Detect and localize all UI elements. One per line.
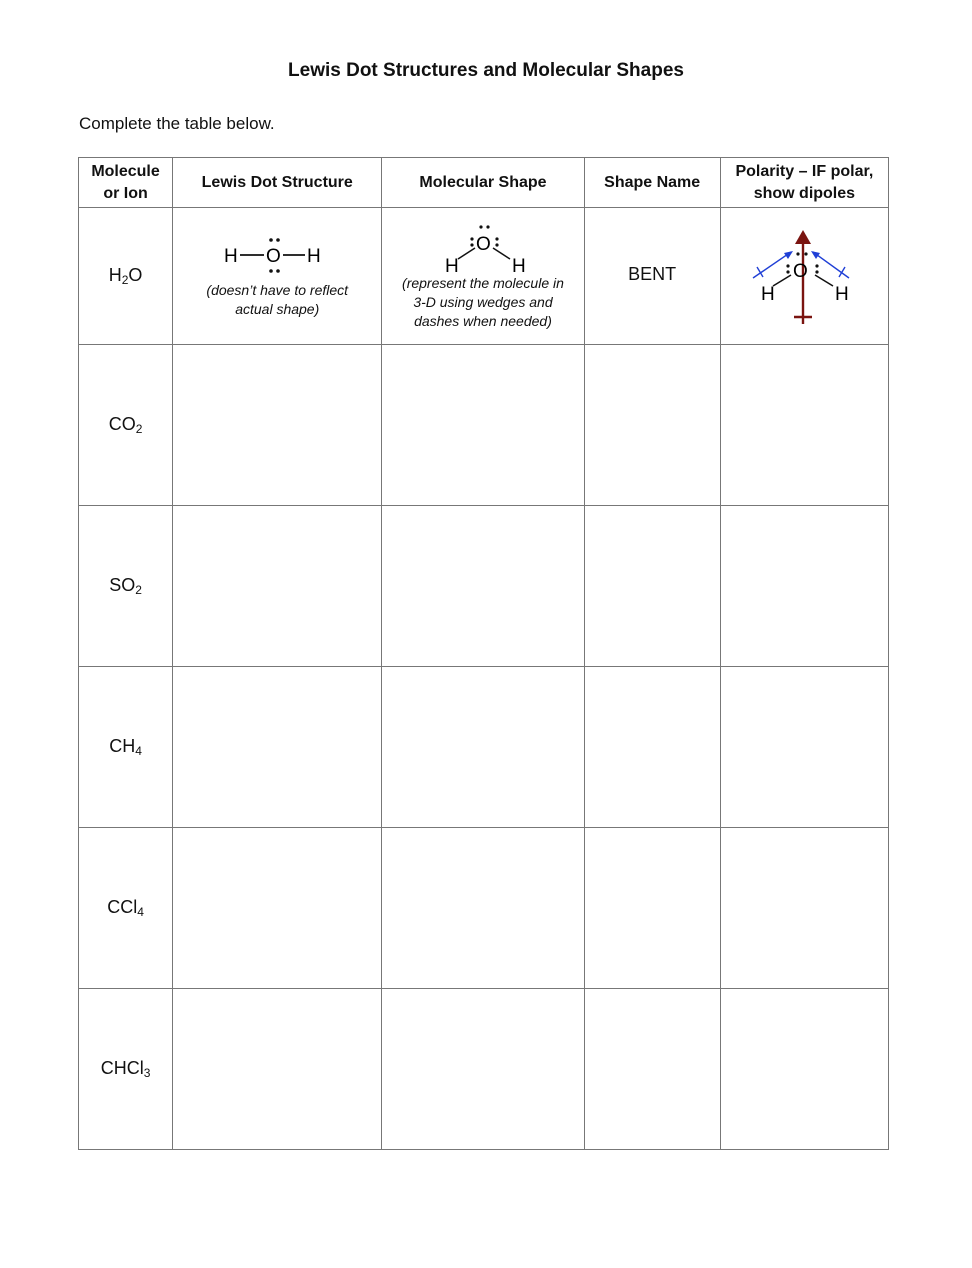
lone-pair-dot — [787, 270, 790, 273]
lone-pair-dot — [269, 269, 273, 273]
polarity-o: O — [793, 261, 809, 282]
page-title: Lewis Dot Structures and Molecular Shapes — [288, 60, 684, 81]
shape-name-answer-cell[interactable] — [584, 667, 720, 828]
molecule-cell — [79, 345, 173, 506]
lewis-h-right: H — [307, 246, 321, 267]
formula: $CH_4$ — [109, 736, 142, 758]
shape-answer-cell[interactable] — [382, 989, 584, 1150]
table-row — [79, 506, 889, 667]
lone-pair-dot — [479, 225, 482, 228]
polarity-h-right: H — [835, 284, 850, 305]
shape-h-left: H — [444, 255, 459, 274]
polarity-answer-cell[interactable] — [720, 828, 888, 989]
shape-answer-cell[interactable] — [382, 506, 584, 667]
table-row — [79, 667, 889, 828]
bond-dipole-arrow-left — [753, 252, 791, 278]
molecule-cell — [79, 506, 173, 667]
example-shape-cell — [382, 208, 584, 345]
bond-line — [493, 248, 510, 259]
bond-dipole-arrowhead-left — [784, 251, 793, 259]
shape-answer-cell[interactable] — [382, 667, 584, 828]
formula: $CO_2$ — [108, 414, 143, 436]
formula: $H_2O$ — [108, 265, 143, 287]
shape-note: (represent the molecule in 3-D using wedges and dashes when needed) — [402, 274, 564, 329]
shape-h-right: H — [511, 255, 526, 274]
header-shape: Molecular Shape — [382, 158, 584, 208]
lone-pair-dot — [276, 269, 280, 273]
header-row — [79, 158, 889, 208]
header-lewis: Lewis Dot Structure — [173, 158, 382, 208]
header-polarity: Polarity – IF polar, show dipoles — [720, 158, 888, 208]
polarity-answer-cell[interactable] — [720, 667, 888, 828]
lone-pair-dot — [276, 238, 280, 242]
molecule-cell — [79, 828, 173, 989]
lewis-answer-cell[interactable] — [173, 989, 382, 1150]
shape-name-answer-cell[interactable] — [584, 345, 720, 506]
lone-pair-dot — [269, 238, 273, 242]
polarity-diagram — [739, 224, 869, 328]
example-polarity-cell — [720, 208, 888, 345]
bond-line — [815, 275, 833, 286]
polarity-h-left: H — [761, 284, 776, 305]
lone-pair-dot — [787, 264, 790, 267]
instructions: Complete the table below. — [79, 114, 275, 133]
lone-pair-dot — [495, 243, 498, 246]
polarity-answer-cell[interactable] — [720, 989, 888, 1150]
shape-answer-cell[interactable] — [382, 345, 584, 506]
example-row — [79, 208, 889, 345]
lone-pair-dot — [470, 237, 473, 240]
lewis-o: O — [266, 246, 282, 267]
net-dipole-arrowhead — [795, 230, 811, 244]
formula: $SO_2$ — [109, 575, 142, 597]
polarity-answer-cell[interactable] — [720, 345, 888, 506]
bond-line — [773, 275, 791, 286]
shape-name-answer-cell[interactable] — [584, 989, 720, 1150]
lone-pair-dot — [816, 264, 819, 267]
example-shape-name-cell — [584, 208, 720, 345]
lewis-structure-diagram — [202, 233, 352, 277]
bond-dipole-arrow-right — [813, 252, 849, 278]
lone-pair-dot — [495, 237, 498, 240]
table-row — [79, 989, 889, 1150]
lewis-h-left: H — [224, 246, 238, 267]
header-shape-name: Shape Name — [584, 158, 720, 208]
table-row — [79, 345, 889, 506]
header-molecule: Molecule or Ion — [79, 158, 173, 208]
molecular-shape-diagram — [418, 222, 548, 274]
lewis-answer-cell[interactable] — [173, 345, 382, 506]
molecule-cell — [79, 989, 173, 1150]
shape-answer-cell[interactable] — [382, 828, 584, 989]
bond-line — [458, 248, 475, 259]
lewis-answer-cell[interactable] — [173, 828, 382, 989]
lone-pair-dot — [805, 252, 808, 255]
lewis-answer-cell[interactable] — [173, 667, 382, 828]
formula: CCl$_4$ — [107, 897, 144, 919]
polarity-answer-cell[interactable] — [720, 506, 888, 667]
example-lewis-cell — [173, 208, 382, 345]
lone-pair-dot — [797, 252, 800, 255]
lewis-answer-cell[interactable] — [173, 506, 382, 667]
shape-name-value: BENT — [628, 263, 677, 284]
table-row — [79, 828, 889, 989]
shape-name-answer-cell[interactable] — [584, 506, 720, 667]
bond-dipole-arrowhead-right — [811, 251, 820, 259]
worksheet-table — [78, 157, 889, 1150]
lone-pair-dot — [486, 225, 489, 228]
example-molecule — [79, 208, 173, 345]
shape-o: O — [475, 233, 491, 255]
lone-pair-dot — [816, 270, 819, 273]
lewis-note: (doesn’t have to reflect actual shape) — [206, 282, 349, 317]
shape-name-answer-cell[interactable] — [584, 828, 720, 989]
molecule-cell — [79, 667, 173, 828]
lone-pair-dot — [470, 243, 473, 246]
formula: CHCl$_3$ — [100, 1058, 151, 1080]
